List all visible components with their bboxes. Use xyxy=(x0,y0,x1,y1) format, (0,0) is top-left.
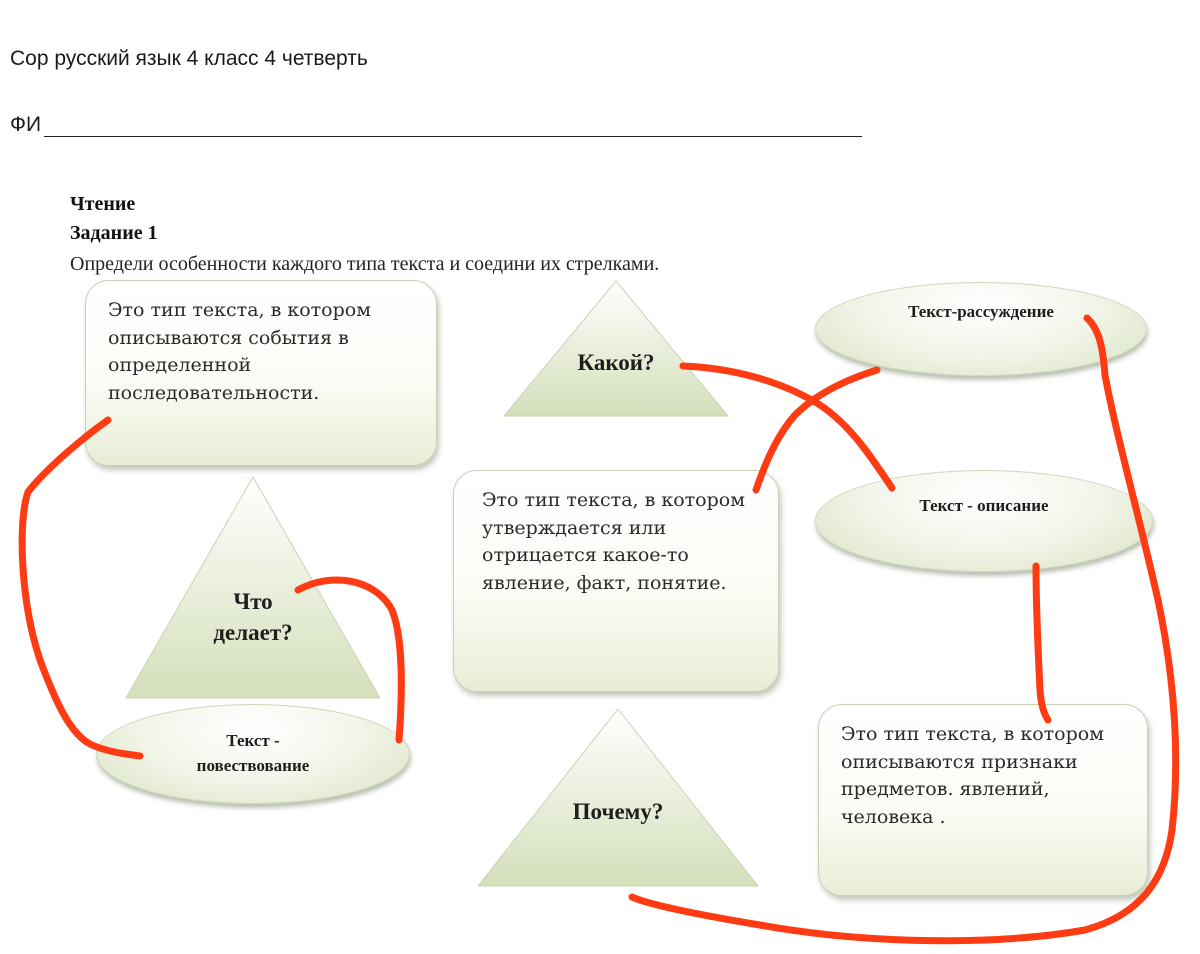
task-title: Задание 1 xyxy=(70,222,158,244)
ellipse-narration-line2: повествование xyxy=(196,756,310,775)
box-description-definition: Это тип текста, в котором описываются признаки предметов. явлений, человека . xyxy=(818,704,1148,896)
box-reasoning-definition: Это тип текста, в котором утверждается или отрицается какое-то явление, факт, понятие. xyxy=(453,470,779,692)
document-title: Сор русский язык 4 класс 4 четверть xyxy=(10,47,368,70)
fi-label: ФИ xyxy=(10,113,42,136)
ellipse-text-reasoning: Текст-рассуждение xyxy=(815,282,1147,376)
stroke-reasoning-to-pochemu xyxy=(632,318,1176,941)
section-heading: Чтение xyxy=(70,193,136,215)
stroke-reasoning-to-box xyxy=(756,370,877,490)
triangle-kakoy-label: Какой? xyxy=(577,350,655,375)
ellipse-narration-line1: Текст - xyxy=(226,731,280,751)
triangle-chto-delaet-line1: Что xyxy=(233,589,273,614)
triangle-pochemu-label: Почему? xyxy=(572,799,664,824)
triangle-chto-delaet-line2: делает? xyxy=(213,620,293,646)
stroke-narration-box-to-ellipse xyxy=(22,420,140,756)
stroke-description-to-box xyxy=(1036,566,1048,720)
task-instruction: Определи особенности каждого типа текста и соедини их стрелками. xyxy=(70,253,660,275)
box-narration-definition: Это тип текста, в котором описываются события в определенной последовательности. xyxy=(85,280,437,466)
ellipse-text-description: Текст - описание xyxy=(815,470,1153,572)
stroke-chto-delaet-to-ellipse xyxy=(298,580,401,740)
